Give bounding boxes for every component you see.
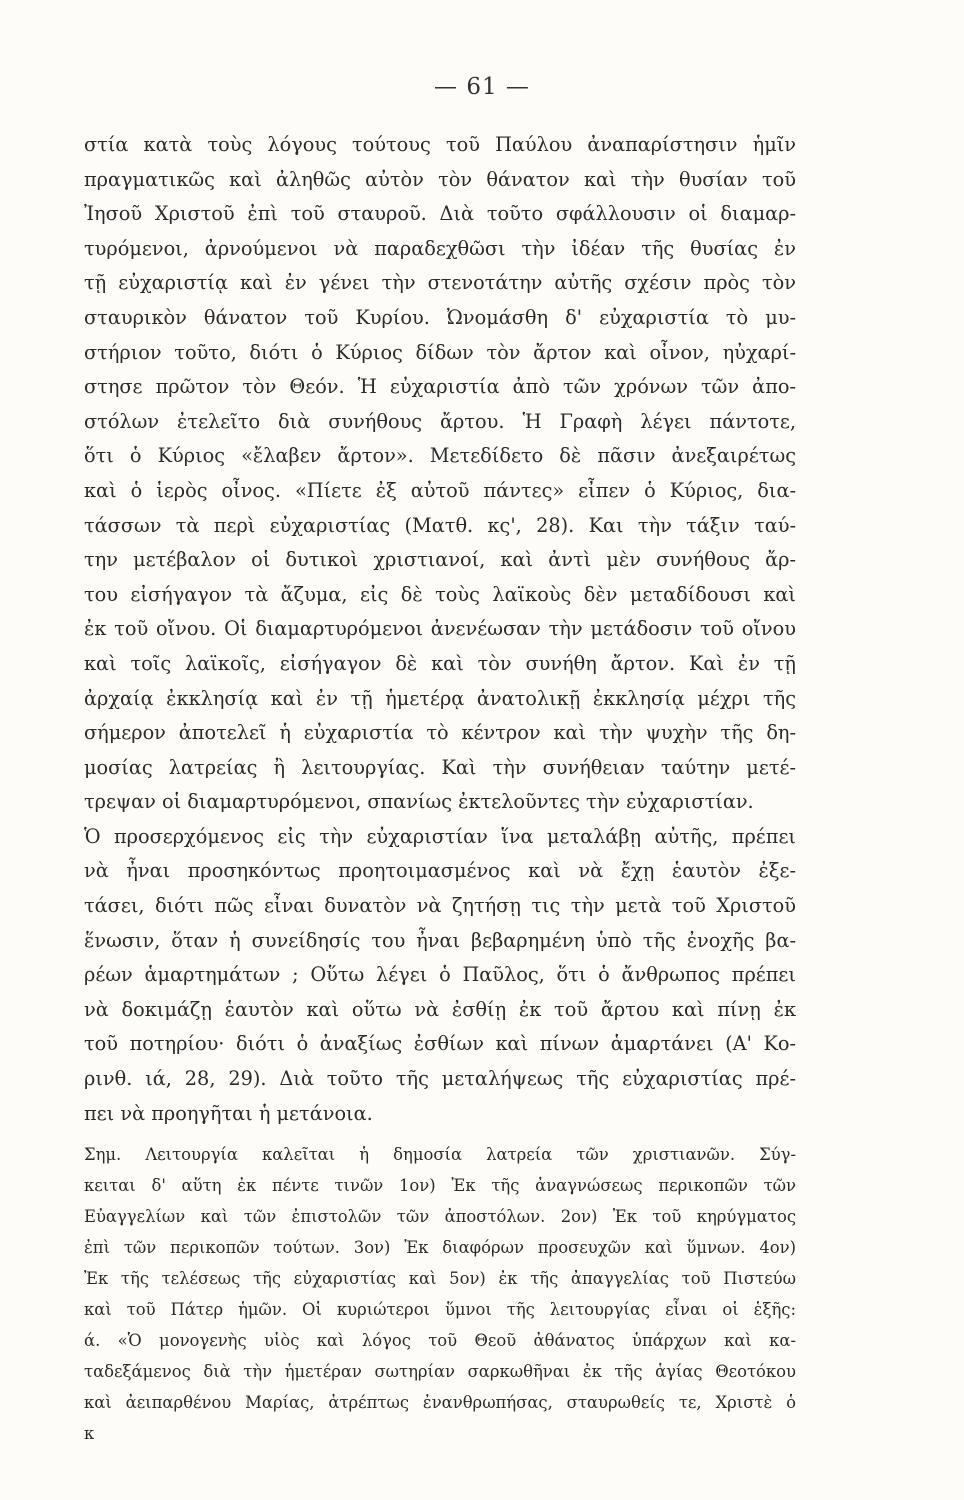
text-line: στήριον τοῦτο, διότι ὁ Κύριος δίδων τὸν ἄρτον καὶ οἶνον, ηὐχαρί- — [84, 340, 796, 364]
note-line: καὶ τοῦ Πάτερ ἡμῶν. Οἱ κυριώτεροι ὕμνοι τῆς λειτουργίας εἶναι οἱ ἑξῆς: — [84, 1300, 796, 1319]
text-line: ρινθ. ιά, 28, 29). Διὰ τοῦτο τῆς μεταλήψεως τῆς εὐχαριστίας πρέ- — [84, 1067, 796, 1091]
text-line: νὰ ἦναι προσηκόντως προητοιμασμένος καὶ νὰ ἔχῃ ἑαυτὸν ἐξε- — [84, 859, 796, 883]
text-line: τάσει, διότι πῶς εἶναι δυνατὸν νὰ ζητήσῃ τις τὴν μετὰ τοῦ Χριστοῦ — [84, 894, 796, 918]
text-line: σταυρικὸν θάνατον τοῦ Κυρίου. Ὠνομάσθη δ' εὐχαριστία τὸ μυ- — [84, 305, 796, 329]
note-line: Ἐκ τῆς τελέσεως τῆς εὐχαριστίας καὶ 5ον) ἐκ τῆς ἀπαγγελίας τοῦ Πιστεύω — [84, 1269, 796, 1288]
main-text — [84, 128, 796, 1131]
text-line: μοσίας λατρείας ἢ λειτουργίας. Καὶ τὴν συνήθειαν ταύτην μετέ- — [84, 755, 796, 779]
note-line: κειται δ' αὕτη ἐκ πέντε τινῶν 1ον) Ἐκ τῆς ἀναγνώσεως περικοπῶν τῶν — [84, 1176, 796, 1195]
text-line: τῇ εὐχαριστίᾳ καὶ ἐν γένει τὴν στενοτάτην αὐτῆς σχέσιν πρὸς τὸν — [84, 271, 796, 295]
text-line: ἀρχαίᾳ ἐκκλησίᾳ καὶ ἐν τῇ ἡμετέρᾳ ἀνατολικῇ ἐκκλησίᾳ μέχρι τῆς — [84, 686, 796, 710]
text-line: ἕνωσιν, ὅταν ἡ συνείδησίς του ἦναι βεβαρημένη ὑπὸ τῆς ἐνοχῆς βα- — [84, 928, 796, 952]
text-line: τρεψαν οἱ διαμαρτυρόμενοι, σπανίως ἐκτελοῦντες τὴν εὐχαριστίαν. — [84, 790, 754, 814]
text-line: πραγματικῶς καὶ ἀληθῶς αὐτὸν τὸν θάνατον καὶ τὴν θυσίαν τοῦ — [84, 167, 796, 191]
text-line: ἐκ τοῦ οἴνου. Οἱ διαμαρτυρόμενοι ἀνενέωσαν τὴν μετάδοσιν τοῦ οἴνου — [84, 617, 796, 641]
text-line: καὶ τοῖς λαϊκοῖς, εἰσήγαγον δὲ καὶ τὸν συνήθη ἄρτον. Καὶ ἐν τῇ — [84, 651, 796, 675]
note-line: Σημ. Λειτουργία καλεῖται ἡ δημοσία λατρεία τῶν χριστιανῶν. Σύγ- — [84, 1145, 796, 1164]
text-line: στόλων ἐτελεῖτο διὰ συνήθους ἄρτου. Ἡ Γραφὴ λέγει πάντοτε, — [84, 409, 796, 433]
note-line: κ — [84, 1424, 95, 1443]
text-line: τυρόμενοι, ἀρνούμενοι νὰ παραδεχθῶσι τὴν ἰδέαν τῆς θυσίας ἐν — [84, 236, 796, 260]
note-line: ά. «Ὁ μονογενὴς υἱὸς καὶ λόγος τοῦ Θεοῦ ἀθάνατος ὑπάρχων καὶ κα- — [84, 1331, 796, 1350]
text-line: τάσσων τὰ περὶ εὐχαριστίας (Ματθ. κς', 28). Και τὴν τάξιν ταύ- — [84, 513, 796, 537]
note-line: καὶ ἀειπαρθένου Μαρίας, ἀτρέπτως ἐνανθρωπήσας, σταυρωθείς τε, Χριστὲ ὁ — [84, 1393, 796, 1412]
text-line: την μετέβαλον οἱ δυτικοὶ χριστιανοί, καὶ ἀντὶ μὲν συνήθους ἄρ- — [84, 548, 796, 572]
text-line: Ὁ προσερχόμενος εἰς τὴν εὐχαριστίαν ἵνα μεταλάβῃ αὐτῆς, πρέπει — [84, 824, 796, 848]
text-line: σήμερον ἀποτελεῖ ἡ εὐχαριστία τὸ κέντρον καὶ τὴν ψυχὴν τῆς δη- — [84, 721, 796, 745]
text-line: νὰ δοκιμάζῃ ἑαυτὸν καὶ οὕτω νὰ ἐσθίῃ ἐκ τοῦ ἄρτου καὶ πίνῃ ἐκ — [84, 997, 796, 1021]
text-line: ὅτι ὁ Κύριος «ἔλαβεν ἄρτον». Μετεδίδετο δὲ πᾶσιν ἀνεξαιρέτως — [84, 444, 796, 468]
note-line: ταδεξάμενος διὰ τὴν ἡμετέραν σωτηρίαν σαρκωθῆναι ἐκ τῆς ἁγίας Θεοτόκου — [84, 1362, 796, 1381]
text-line: τοῦ ποτηρίου· διότι ὁ ἀναξίως ἐσθίων καὶ πίνων ἁμαρτάνει (Α' Κο- — [84, 1032, 796, 1056]
text-line: πει νὰ προηγῆται ἡ μετάνοια. — [84, 1101, 373, 1125]
text-line: στία κατὰ τοὺς λόγους τούτους τοῦ Παύλου ἀναπαρίστησιν ἡμῖν — [84, 133, 796, 156]
text-line: του εἰσήγαγον τὰ ἄζυμα, εἰς δὲ τοὺς λαϊκοὺς δὲν μεταδίδουσι καὶ — [84, 582, 796, 606]
note-line: Εὐαγγελίων καὶ τῶν ἐπιστολῶν τῶν ἀποστόλων. 2ον) Ἐκ τοῦ κηρύγματος — [84, 1207, 796, 1226]
text-line: Ἰησοῦ Χριστοῦ ἐπὶ τοῦ σταυροῦ. Διὰ τοῦτο σφάλλουσιν οἱ διαμαρ- — [84, 202, 796, 226]
note-line: ἐπὶ τῶν περικοπῶν τούτων. 3ον) Ἐκ διαφόρων προσευχῶν καὶ ὕμνων. 4ον) — [84, 1238, 796, 1257]
text-line: ρέων ἁμαρτημάτων ; Οὕτω λέγει ὁ Παῦλος, ὅτι ὁ ἄνθρωπος πρέπει — [84, 963, 796, 987]
text-line: καὶ ὁ ἱερὸς οἶνος. «Πίετε ἐξ αὐτοῦ πάντες» εἶπεν ὁ Κύριος, δια- — [84, 478, 796, 502]
page-number: — 61 — — [434, 74, 530, 100]
footnote — [84, 1139, 796, 1449]
text-line: στησε πρῶτον τὸν Θεόν. Ἡ εὐχαριστία ἀπὸ τῶν χρόνων τῶν ἀπο- — [84, 375, 796, 399]
